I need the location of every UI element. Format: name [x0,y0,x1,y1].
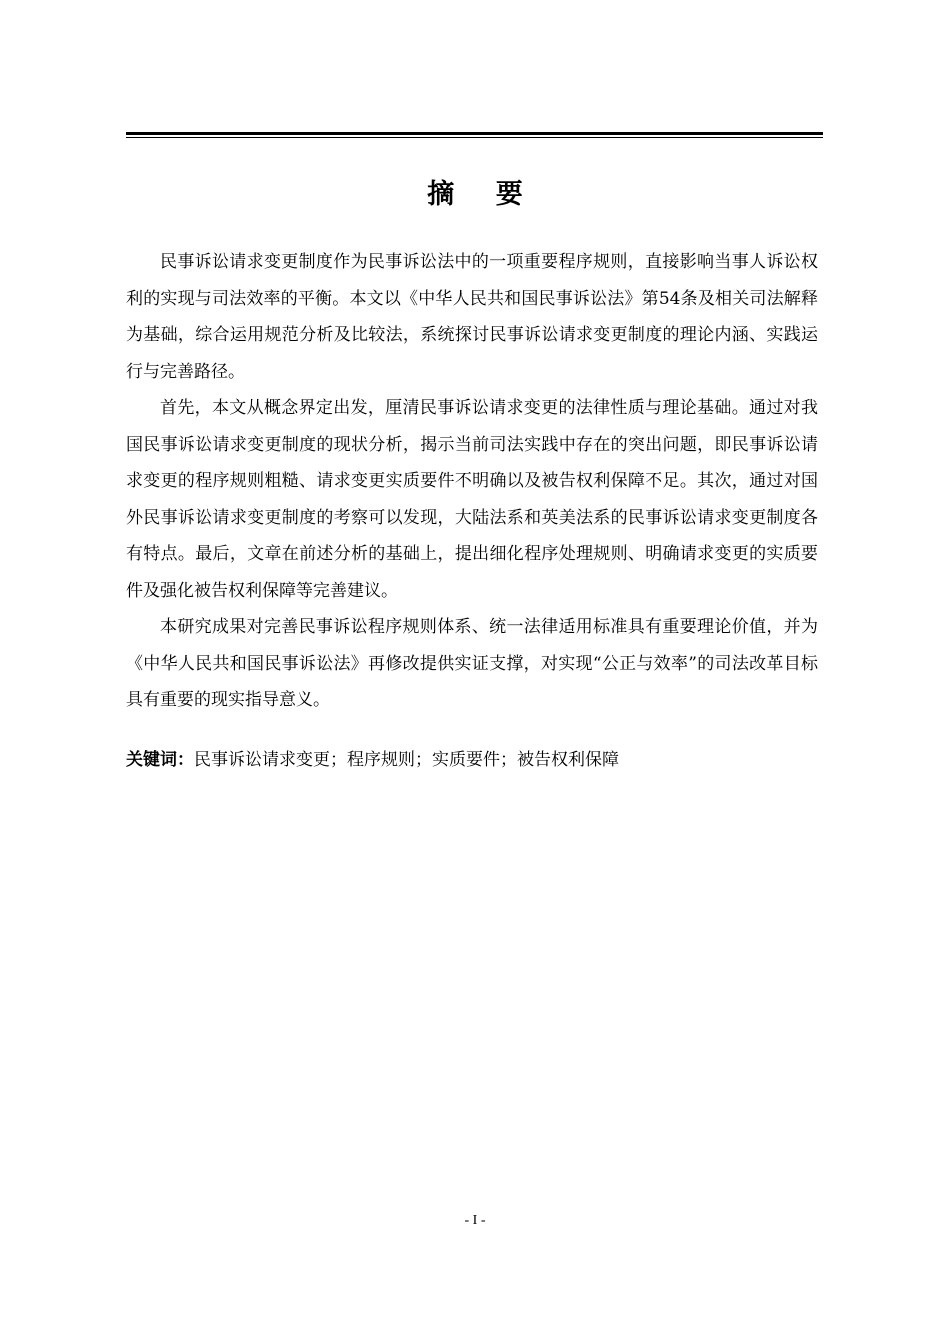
keywords-line [126,744,818,776]
header-rule-thin [126,137,823,138]
abstract-paragraph-1: 民事诉讼请求变更制度作为民事诉讼法中的一项重要程序规则，直接影响当事人诉讼权利的实现与司法效率的平衡。本文以《中华人民共和国民事诉讼法》第54条及相关司法解释为基础，综合运用规范分析及比较法，系统探讨民事诉讼请求变更制度的理论内涵、实践运行与完善路径。 [126,252,818,382]
abstract-title: 摘 要 [427,179,539,210]
abstract-paragraph-2: 首先，本文从概念界定出发，厘清民事诉讼请求变更的法律性质与理论基础。通过对我国民事诉讼请求变更制度的现状分析，揭示当前司法实践中存在的突出问题，即民事诉讼请求变更的程序规则粗糙、请求变更实质要件不明确以及被告权利保障不足。其次，通过对国外民事诉讼请求变更制度的考察可以发现，大陆法系和英美法系的民事诉讼请求变更制度各有特点。最后，文章在前述分析的基础上，提出细化程序处理规则、明确请求变更的实质要件及强化被告权利保障等完善建议。 [126,398,818,601]
page-number: - I - [464,1213,486,1228]
keywords-text: 民事诉讼请求变更；程序规则；实质要件；被告权利保障 [194,750,619,770]
header-rule-thick [126,132,823,135]
abstract-paragraph-3: 本研究成果对完善民事诉讼程序规则体系、统一法律适用标准具有重要理论价值，并为《中华人民共和国民事诉讼法》再修改提供实证支撑，对实现“公正与效率”的司法改革目标具有重要的现实指导意义。 [126,617,818,710]
keywords-label: 关键词： [126,750,194,770]
abstract-body [126,244,818,719]
